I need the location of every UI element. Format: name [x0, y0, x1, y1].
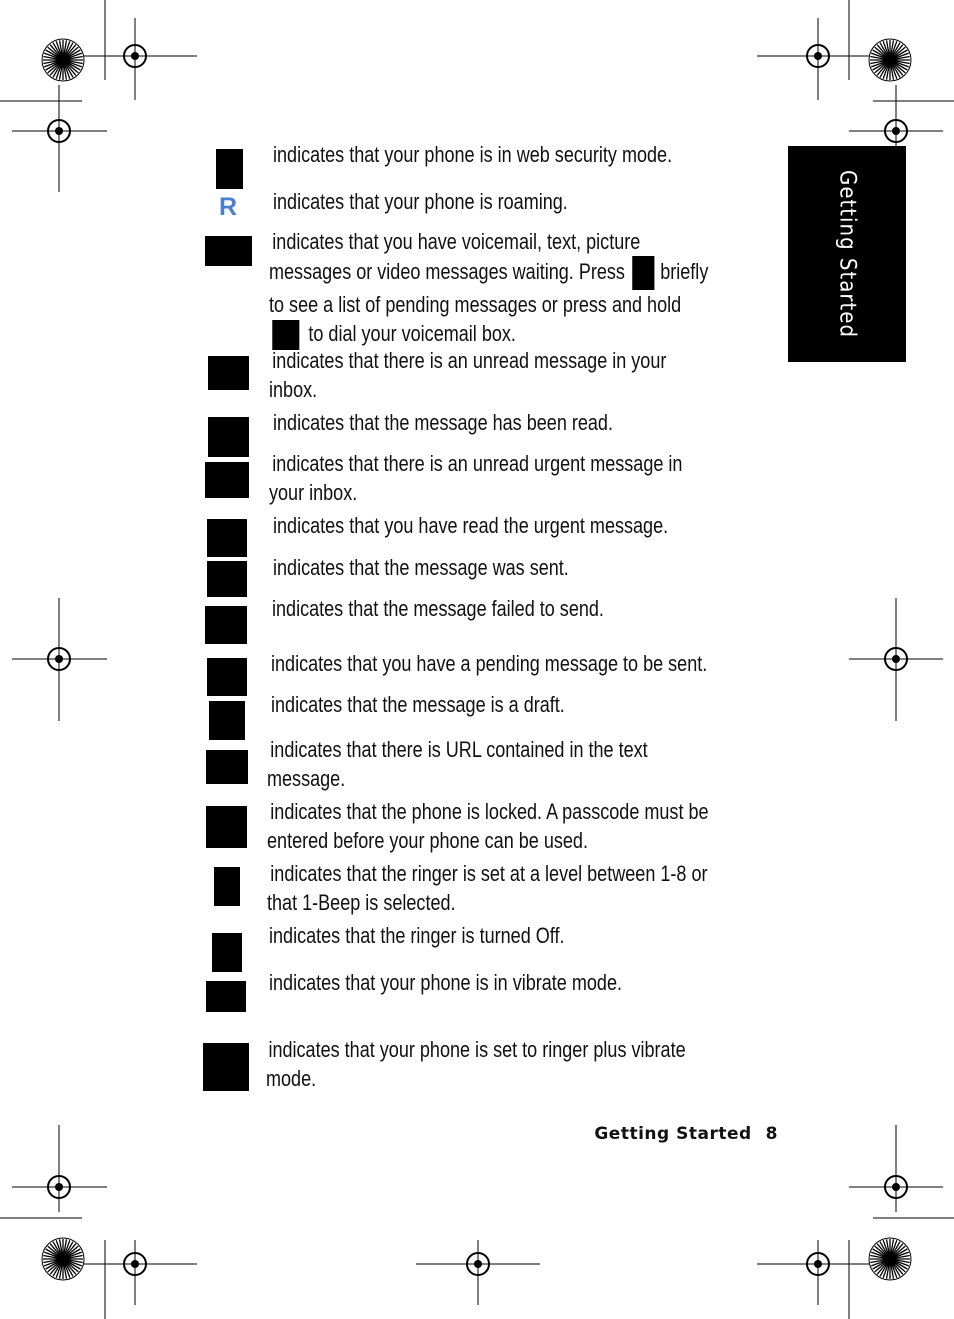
entry-ringer-off: indicates that the ringer is turned Off. — [269, 923, 565, 948]
messages-key-icon — [632, 256, 654, 290]
entry-ringer-vibrate: indicates that your phone is set to ringer plus vibrate mode. — [266, 1037, 686, 1091]
ringer-vibrate-icon — [203, 1043, 249, 1091]
ringer-off-icon — [212, 933, 242, 972]
roaming-icon: R — [218, 193, 238, 221]
unread-urgent-message-icon — [205, 462, 249, 498]
entry-url-message: indicates that there is URL contained in the text message. — [267, 737, 648, 791]
message-waiting-icon — [205, 236, 252, 266]
entry-pending-message: indicates that you have a pending message to be sent. — [271, 651, 708, 676]
unread-message-icon — [208, 356, 249, 390]
entry-vibrate-mode: indicates that your phone is in vibrate mode. — [269, 970, 622, 995]
ringer-level-icon — [214, 867, 240, 906]
footer-section-title: Getting Started — [594, 1124, 752, 1144]
entry-message-failed: indicates that the message failed to send. — [272, 596, 604, 621]
entry-ringer-level: indicates that the ringer is set at a level between 1-8 or that 1-Beep is selected. — [267, 861, 708, 915]
entry-message-sent: indicates that the message was sent. — [273, 555, 569, 580]
read-message-icon — [208, 417, 249, 457]
entry-read-urgent: indicates that you have read the urgent message. — [273, 513, 669, 538]
entry-voicemail: indicates that you have voicemail, text, picture messages or video messages waiting. Press briefly to see a list of pending messages or press and hold to dial your voicemail box. — [269, 227, 708, 350]
entry-draft-message: indicates that the message is a draft. — [271, 692, 565, 717]
phone-locked-icon — [206, 806, 247, 848]
read-urgent-message-icon — [207, 519, 247, 557]
page-footer — [594, 1124, 778, 1144]
section-tab-label: Getting Started — [834, 169, 860, 339]
pending-message-icon — [207, 658, 247, 696]
section-tab — [788, 146, 906, 362]
entry-roaming: indicates that your phone is roaming. — [273, 189, 568, 214]
message-sent-icon — [207, 561, 247, 597]
draft-message-icon — [209, 701, 245, 740]
entry-phone-locked: indicates that the phone is locked. A passcode must be entered before your phone can be used. — [267, 799, 709, 853]
entry-unread-urgent: indicates that there is an unread urgent message in your inbox. — [269, 451, 683, 505]
vibrate-mode-icon — [206, 981, 246, 1012]
entry-unread-message: indicates that there is an unread message in your inbox. — [269, 348, 667, 402]
entry-read-message: indicates that the message has been read. — [273, 410, 613, 435]
entry-web-security: indicates that your phone is in web security mode. — [273, 142, 673, 167]
url-message-icon — [206, 750, 248, 784]
message-failed-icon — [205, 606, 247, 644]
web-security-icon — [216, 149, 243, 189]
page-number: 8 — [765, 1124, 778, 1144]
